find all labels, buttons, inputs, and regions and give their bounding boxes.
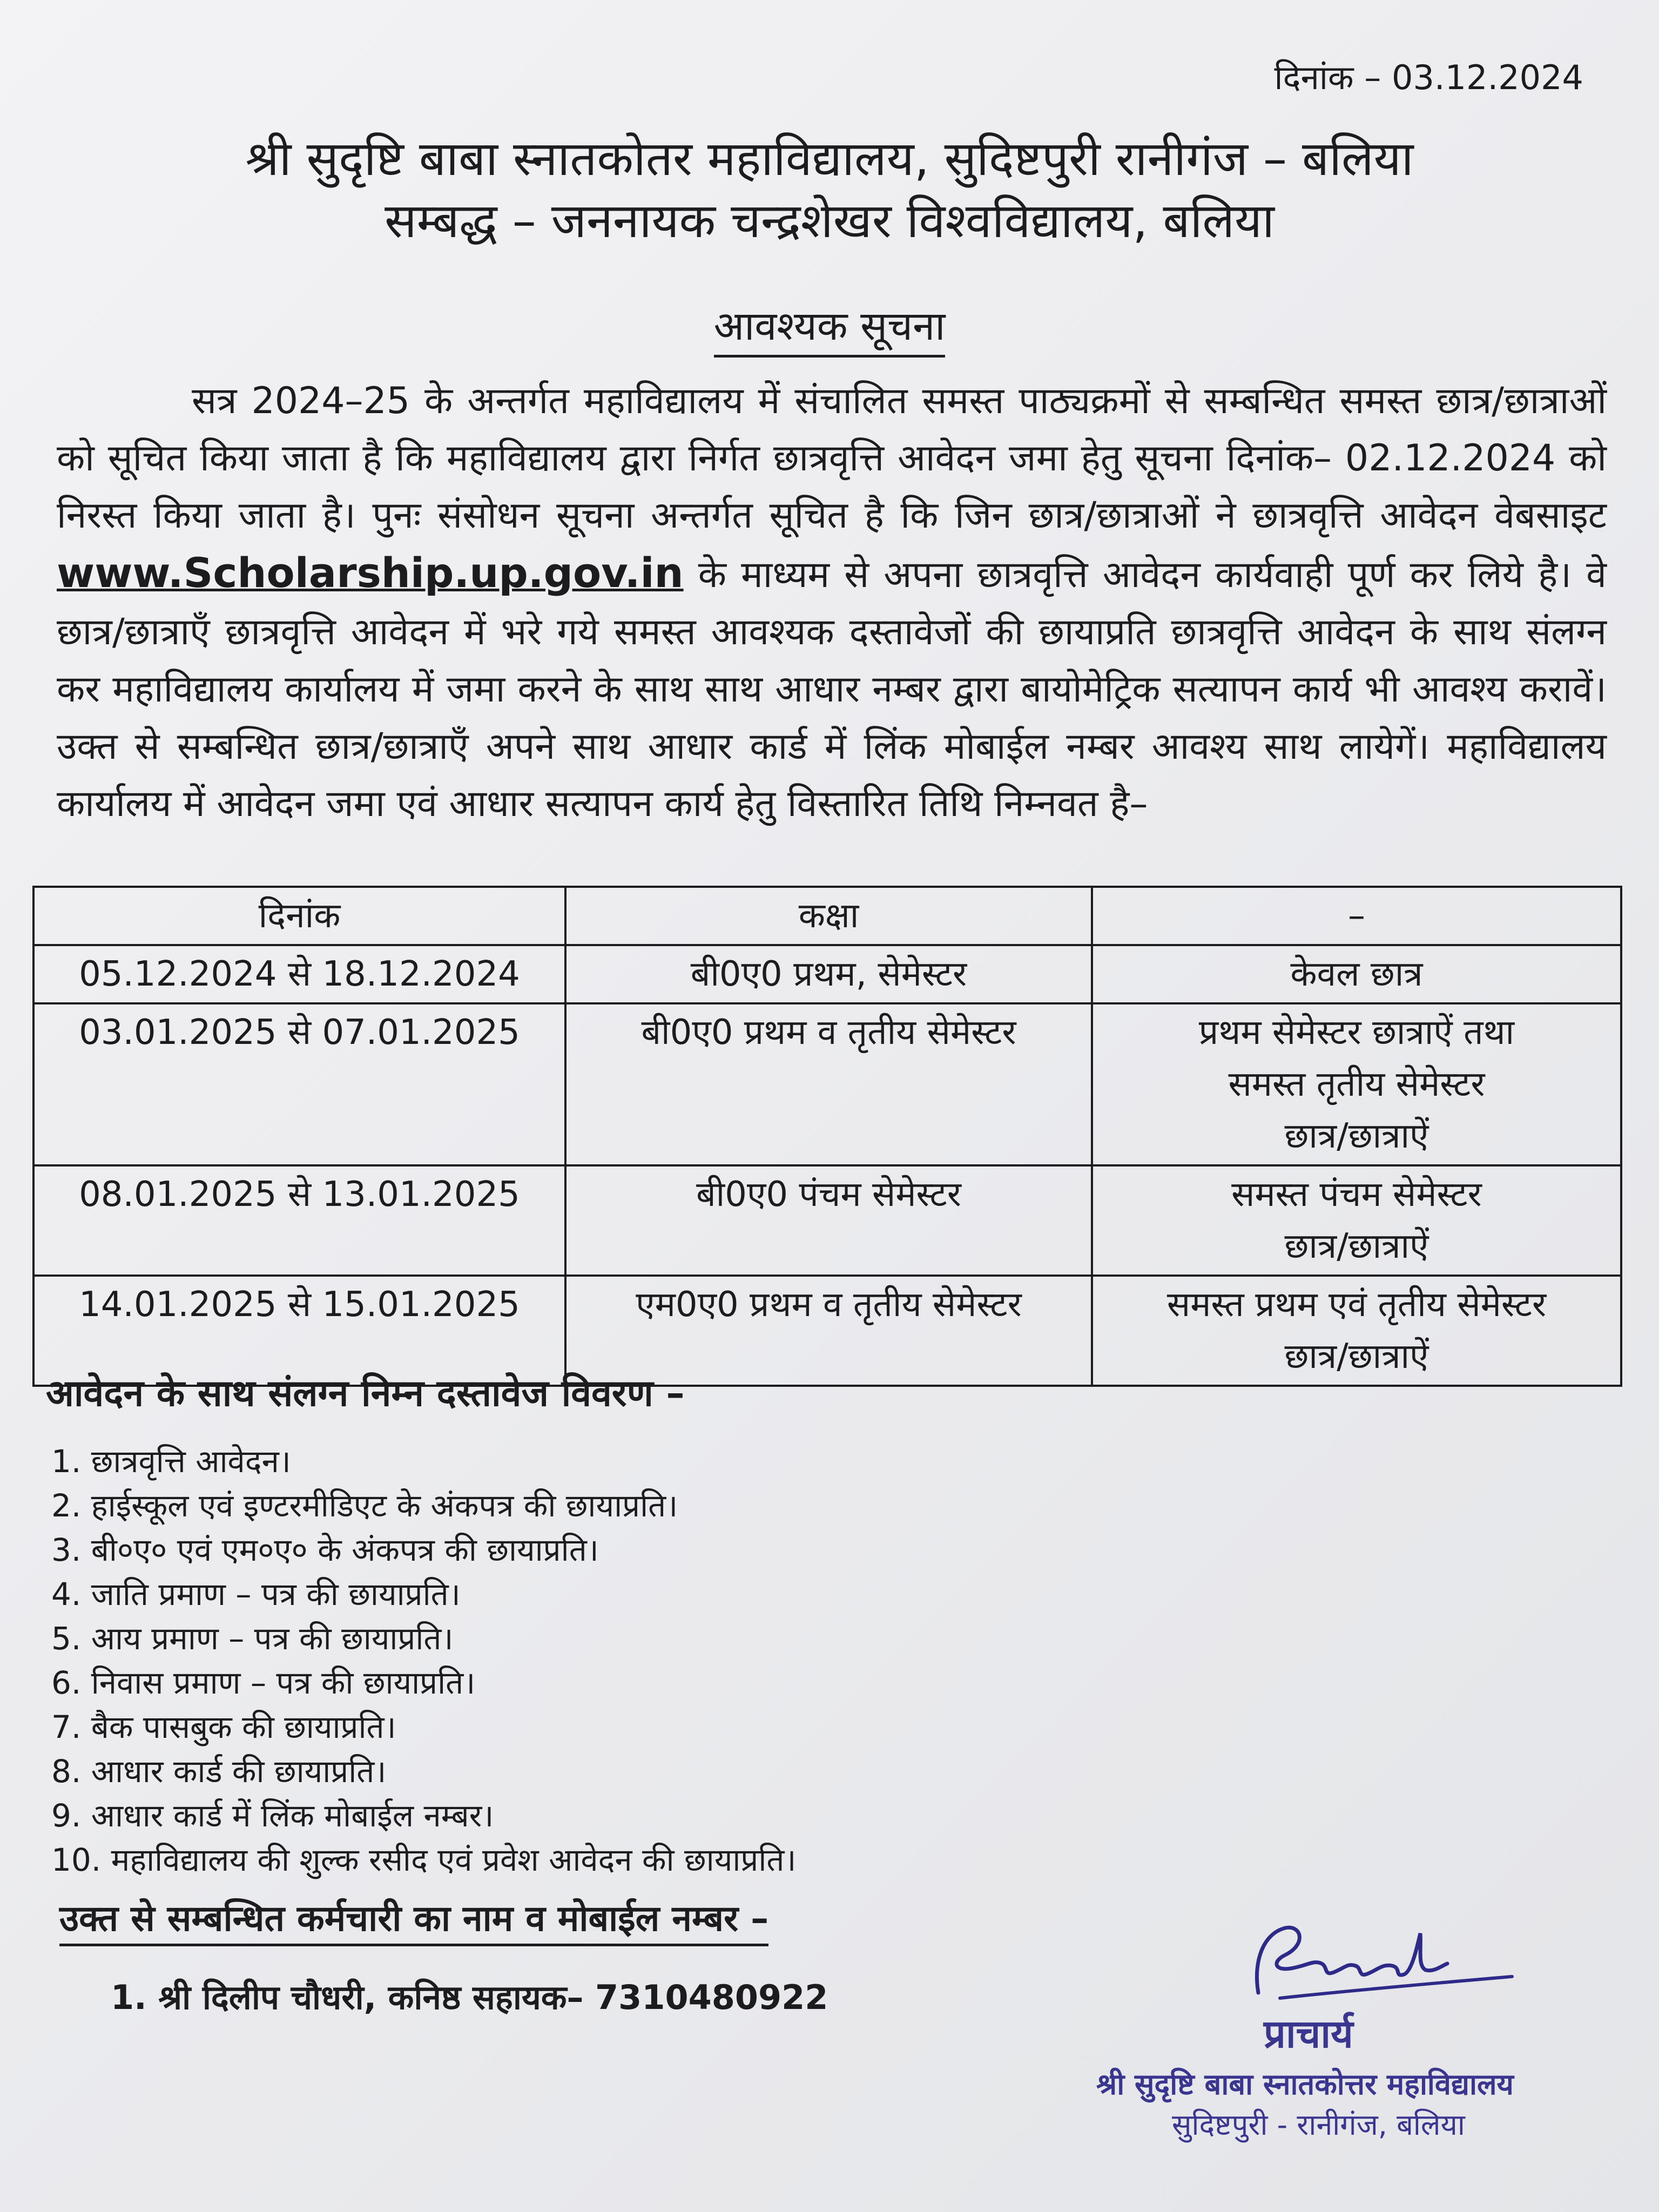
- row-note-line: समस्त पंचम सेमेस्टर: [1231, 1175, 1482, 1215]
- list-item: 8. आधार कार्ड की छायाप्रति।: [51, 1753, 387, 1790]
- row-note: [1092, 1276, 1621, 1386]
- principal-signature: [1220, 1912, 1523, 2020]
- row-class: बी0ए0 प्रथम, सेमेस्टर: [565, 945, 1092, 1003]
- college-name: श्री सुदृष्टि बाबा स्नातकोतर महाविद्यालय, सुदिष्टपुरी रानीगंज – बलिया: [245, 131, 1414, 186]
- row-note-line: केवल छात्र: [1290, 954, 1423, 994]
- affiliation-line: सम्बद्ध – जननायक चन्द्रशेखर विश्वविद्यालय, बलिया: [385, 193, 1274, 248]
- table-row: [33, 1003, 1621, 1165]
- row-note-line: छात्र/छात्राऐं: [1284, 1116, 1429, 1156]
- row-class: बी0ए0 पंचम सेमेस्टर: [565, 1165, 1092, 1276]
- row-class: बी0ए0 प्रथम व तृतीय सेमेस्टर: [565, 1003, 1092, 1165]
- list-item: 1. छात्रवृत्ति आवेदन।: [51, 1443, 291, 1480]
- stamp-address: सुदिष्टपुरी - रानीगंज, बलिया: [1172, 2108, 1465, 2142]
- row-date: 08.01.2025 से 13.01.2025: [33, 1165, 565, 1276]
- scholarship-website-link[interactable]: www.Scholarship.up.gov.in: [57, 549, 684, 597]
- row-note-line: समस्त प्रथम एवं तृतीय सेमेस्टर: [1166, 1285, 1547, 1325]
- table-header-row: [33, 887, 1621, 945]
- table-row: [33, 945, 1621, 1003]
- header-note: –: [1092, 887, 1621, 945]
- header-class: कक्षा: [565, 887, 1092, 945]
- row-note-line: समस्त तृतीय सेमेस्टर: [1228, 1064, 1485, 1104]
- list-item: 2. हाईस्कूल एवं इण्टरमीडिएट के अंकपत्र की छायाप्रति।: [51, 1487, 678, 1524]
- documents-heading: आवेदन के साथ संलग्न निम्न दस्तावेज विवरण –: [46, 1372, 685, 1415]
- list-item: 3. बी०ए० एवं एम०ए० के अंकपत्र की छायाप्रति।: [51, 1532, 599, 1568]
- paragraph-text-after-url: के माध्यम से अपना छात्रवृत्ति आवेदन कार्यवाही पूर्ण कर लिये है। वे छात्र/छात्राएँ छात्रवृत्ति आवेदन में भरे गये समस्त आवश्यक दस्तावेजों की छायाप्रति छात्रवृत्ति आवेदन के साथ संलग्न कर महाविद्यालय कार्यालय में जमा करने के साथ साथ आधार नम्बर द्वारा बायोमेट्रिक सत्यापन कार्य भी आवश्य करावें। उक्त से सम्बन्धित छात्र/छात्राएँ अपने साथ आधार कार्ड में लिंक मोबाईल नम्बर आवश्य साथ लायेगें। महाविद्यालय कार्यालय में आवेदन जमा एवं आधार सत्यापन कार्य हेतु विस्तारित तिथि निम्नवत है–: [57, 554, 1607, 825]
- list-item: 4. जाति प्रमाण – पत्र की छायाप्रति।: [51, 1576, 461, 1613]
- list-item: 6. निवास प्रमाण – पत्र की छायाप्रति।: [51, 1664, 476, 1701]
- row-note: [1092, 945, 1621, 1003]
- list-item: 10. महाविद्यालय की शुल्क रसीद एवं प्रवेश आवेदन की छायाप्रति।: [51, 1842, 797, 1878]
- stamp-college-name: श्री सुदृष्टि बाबा स्नातकोत्तर महाविद्यालय: [1096, 2067, 1514, 2101]
- notice-title: [0, 297, 1659, 352]
- table-row: [33, 1165, 1621, 1276]
- row-note-line: छात्र/छात्राऐं: [1284, 1337, 1429, 1377]
- principal-title: प्राचार्य: [1264, 2011, 1353, 2056]
- notice-paragraph: [57, 373, 1607, 833]
- row-note: [1092, 1003, 1621, 1165]
- list-item: 5. आय प्रमाण – पत्र की छायाप्रति।: [51, 1620, 454, 1657]
- list-item: 7. बैक पासबुक की छायाप्रति।: [51, 1709, 396, 1745]
- row-class: एम0ए0 प्रथम व तृतीय सेमेस्टर: [565, 1276, 1092, 1386]
- staff-contact: 1. श्री दिलीप चौधरी, कनिष्ठ सहायक– 7310480922: [111, 1978, 828, 2017]
- header-date: दिनांक: [33, 887, 565, 945]
- row-date: 14.01.2025 से 15.01.2025: [33, 1276, 565, 1386]
- notice-title-text: आवश्यक सूचना: [714, 303, 946, 358]
- row-note: [1092, 1165, 1621, 1276]
- list-item: 9. आधार कार्ड में लिंक मोबाईल नम्बर।: [51, 1797, 494, 1834]
- schedule-table: [32, 886, 1622, 1387]
- row-note-line: प्रथम सेमेस्टर छात्राऐं तथा: [1198, 1013, 1515, 1053]
- row-note-line: छात्र/छात्राऐं: [1284, 1226, 1429, 1266]
- documents-list: [51, 1439, 796, 1882]
- row-date: 05.12.2024 से 18.12.2024: [33, 945, 565, 1003]
- paragraph-text-before-url: सत्र 2024–25 के अन्तर्गत महाविद्यालय में संचालित समस्त पाठ्यक्रमों से सम्बन्धित समस्त छात्र/छात्राओं को सूचित किया जाता है कि महाविद्यालय द्वारा निर्गत छात्रवृत्ति आवेदन जमा हेतु सूचना दिनांक– 02.12.2024 को निरस्त किया जाता है। पुनः संसोधन सूचना अन्तर्गत सूचित है कि जिन छात्र/छात्राओं ने छात्रवृत्ति आवेदन वेबसाइट: [57, 380, 1607, 537]
- row-date: 03.01.2025 से 07.01.2025: [33, 1003, 565, 1165]
- notice-date: दिनांक – 03.12.2024: [1274, 58, 1583, 97]
- staff-heading: उक्त से सम्बन्धित कर्मचारी का नाम व मोबाईल नम्बर –: [59, 1893, 768, 1946]
